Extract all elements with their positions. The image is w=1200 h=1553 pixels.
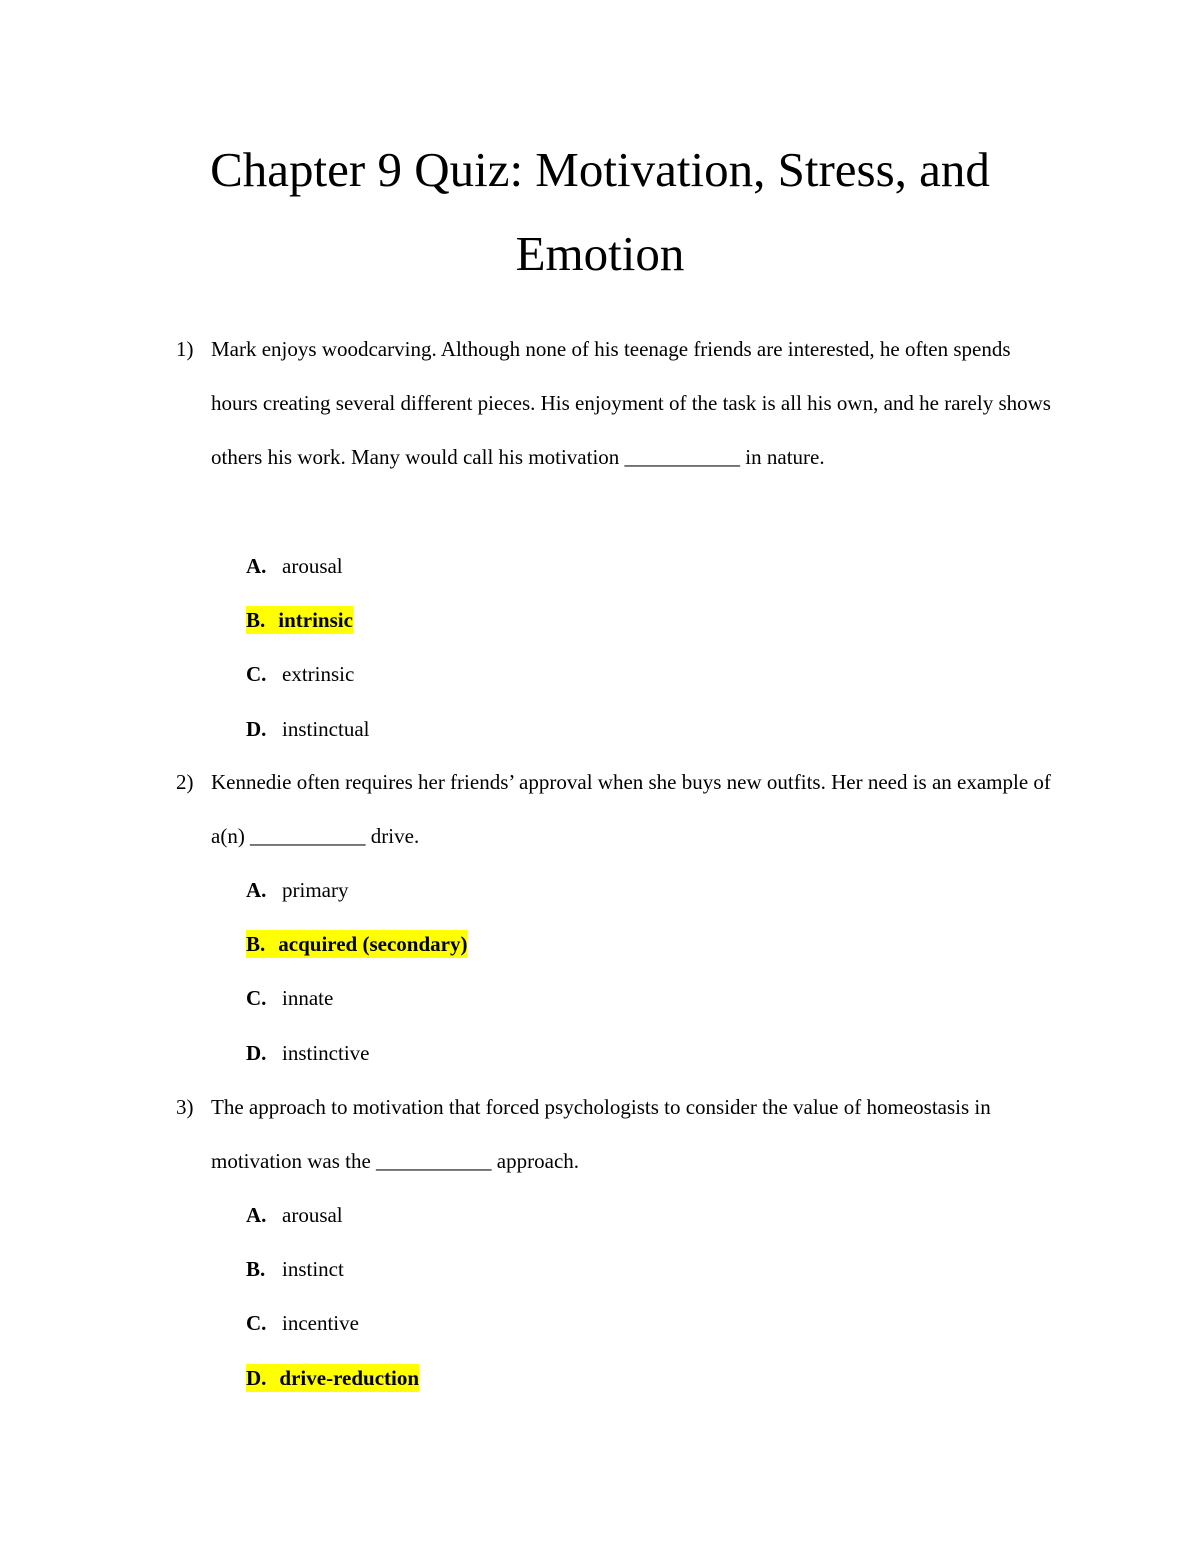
answer-option-d bbox=[246, 1026, 846, 1080]
option-letter: A. bbox=[246, 1203, 267, 1227]
answer-highlight bbox=[246, 606, 353, 634]
option-text: primary bbox=[282, 878, 349, 902]
option-text: arousal bbox=[282, 554, 343, 578]
answer-option-a bbox=[246, 1188, 846, 1242]
answer-option-b-correct bbox=[246, 917, 846, 971]
option-text: innate bbox=[282, 986, 334, 1011]
page-title-line-1: Chapter 9 Quiz: Motivation, Stress, and bbox=[210, 142, 990, 197]
answer-options bbox=[246, 863, 846, 1080]
option-letter: B. bbox=[246, 1257, 266, 1282]
option-letter: A. bbox=[246, 878, 267, 902]
page-title-line-2: Emotion bbox=[515, 226, 685, 281]
option-text: incentive bbox=[282, 1311, 359, 1336]
option-letter: C. bbox=[246, 986, 267, 1011]
answer-option-b bbox=[246, 1242, 846, 1296]
option-letter: C. bbox=[246, 1311, 267, 1336]
answer-option-c bbox=[246, 1296, 846, 1350]
answer-option-d-correct bbox=[246, 1351, 846, 1405]
option-letter: B. bbox=[246, 932, 266, 957]
option-letter: D. bbox=[246, 1365, 267, 1390]
answer-option-c bbox=[246, 647, 846, 701]
question-number: 2) bbox=[176, 770, 194, 794]
answer-option-c bbox=[246, 971, 846, 1025]
question-number: 1) bbox=[176, 337, 194, 361]
answer-highlight bbox=[246, 930, 467, 958]
option-text: drive-reduction bbox=[279, 1365, 420, 1390]
question-number: 3) bbox=[176, 1095, 194, 1119]
question-text: Kennedie often requires her friends’ approval when she buys new outfits. Her need is an example of a(n) ___________ drive. bbox=[211, 770, 1051, 849]
answer-option-a bbox=[246, 539, 846, 593]
option-text: intrinsic bbox=[278, 608, 353, 633]
answer-option-a bbox=[246, 863, 846, 917]
answer-highlight bbox=[246, 1364, 419, 1392]
question-text: The approach to motivation that forced psychologists to consider the value of homeostasis in motivation was the ___________ approach. bbox=[211, 1095, 991, 1174]
option-letter: A. bbox=[246, 554, 267, 578]
answer-options bbox=[246, 539, 846, 756]
option-letter: D. bbox=[246, 716, 267, 741]
answer-option-d bbox=[246, 702, 846, 756]
option-text: instinctual bbox=[282, 716, 370, 741]
option-text: instinctive bbox=[282, 1040, 370, 1065]
option-text: instinct bbox=[282, 1257, 344, 1282]
question-text: Mark enjoys woodcarving. Although none of his teenage friends are interested, he often spends hours creating several different pieces. His enjoyment of the task is all his own, and he rarely shows others his work. Many would call his motivation ___________ in nature. bbox=[211, 337, 1051, 470]
option-letter: C. bbox=[246, 662, 267, 687]
option-text: arousal bbox=[282, 1203, 343, 1227]
option-text: extrinsic bbox=[282, 662, 355, 687]
answer-option-b-correct bbox=[246, 593, 846, 647]
option-letter: D. bbox=[246, 1040, 267, 1065]
option-letter: B. bbox=[246, 608, 266, 633]
answer-options bbox=[246, 1188, 846, 1405]
page-title bbox=[0, 128, 1200, 296]
option-text: acquired (secondary) bbox=[278, 932, 468, 957]
